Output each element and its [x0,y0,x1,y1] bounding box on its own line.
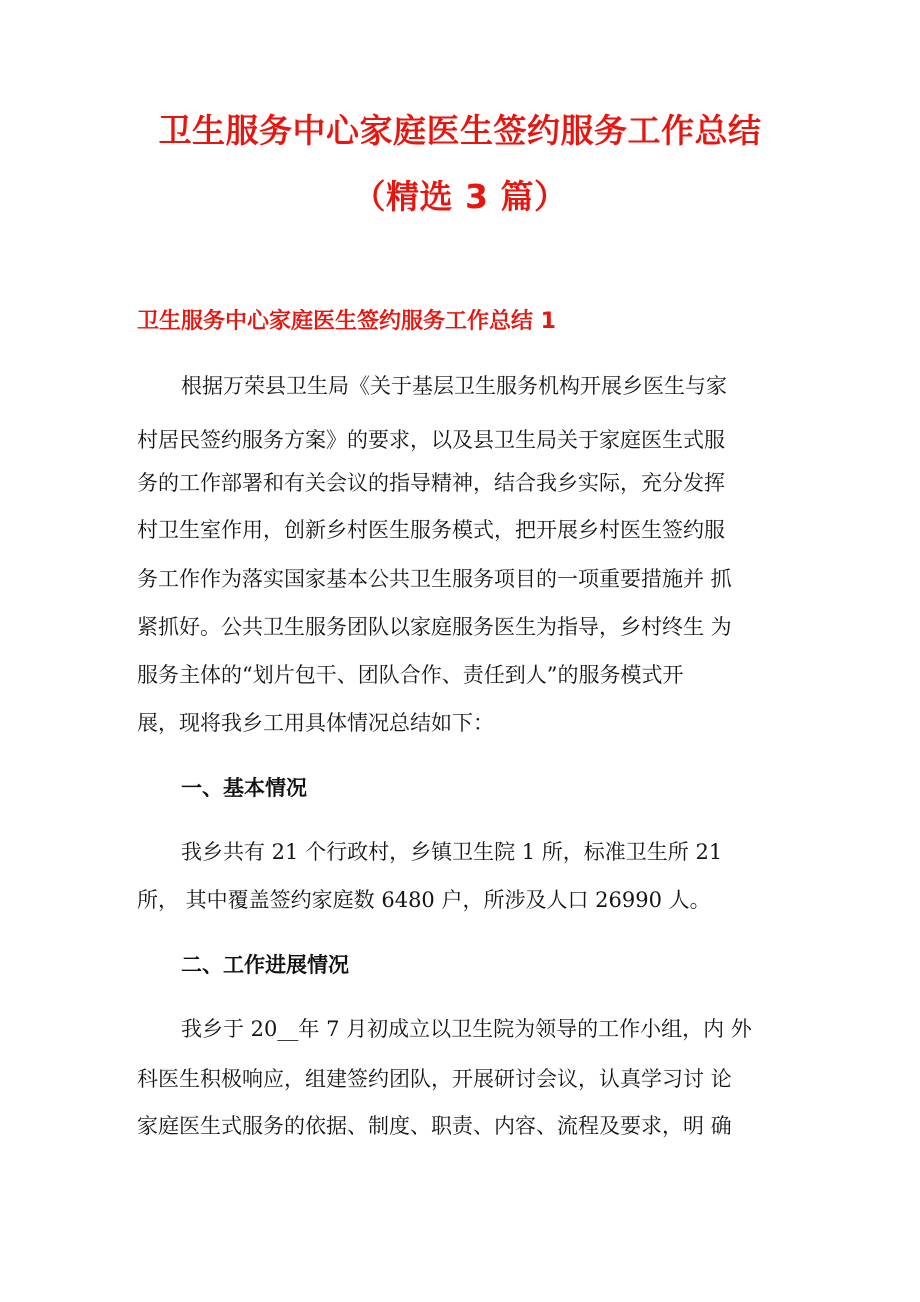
intro-line-5: 务工作作为落实国家基本公共卫生服务项目的一项重要措施并 抓 [137,567,732,591]
intro-line-4: 村卫生室作用，创新乡村医生服务模式，把开展乡村医生签约服 [137,518,725,542]
intro-line-7: 服务主体的“划片包干、团队合作、责任到人”的服务模式开 [137,663,684,687]
progress-line-3: 家庭医生式服务的依据、制度、职责、内容、流程及要求，明 确 [137,1114,732,1138]
intro-line-6: 紧抓好。公共卫生服务团队以家庭服务医生为指导，乡村终生 为 [137,615,732,639]
basic-line-1: 我乡共有 21 个行政村，乡镇卫生院 1 所，标准卫生所 21 [181,840,723,864]
progress-line-2: 科医生积极响应，组建签约团队，开展研讨会议，认真学习讨 论 [137,1067,732,1091]
heading-work-progress: 二、工作进展情况 [181,953,349,977]
intro-line-1: 根据万荣县卫生局《关于基层卫生服务机构开展乡医生与家 [181,374,727,398]
document-title-line-1: 卫生服务中心家庭医生签约服务工作总结 [158,111,762,150]
intro-line-2: 村居民签约服务方案》的要求，以及县卫生局关于家庭医生式服 [137,428,725,452]
intro-line-3: 务的工作部署和有关会议的指导精神，结合我乡实际，充分发挥 [137,471,725,495]
section-title: 卫生服务中心家庭医生签约服务工作总结 1 [137,309,556,334]
basic-line-2: 所， 其中覆盖签约家庭数 6480 户，所涉及人口 26990 人。 [137,888,711,912]
progress-line-1: 我乡于 20__年 7 月初成立以卫生院为领导的工作小组，内 外 [181,1017,752,1041]
heading-basic-situation: 一、基本情况 [181,776,307,800]
document-title-line-2: （精选 3 篇） [352,177,568,216]
intro-line-8: 展，现将我乡工用具体情况总结如下： [137,711,494,735]
